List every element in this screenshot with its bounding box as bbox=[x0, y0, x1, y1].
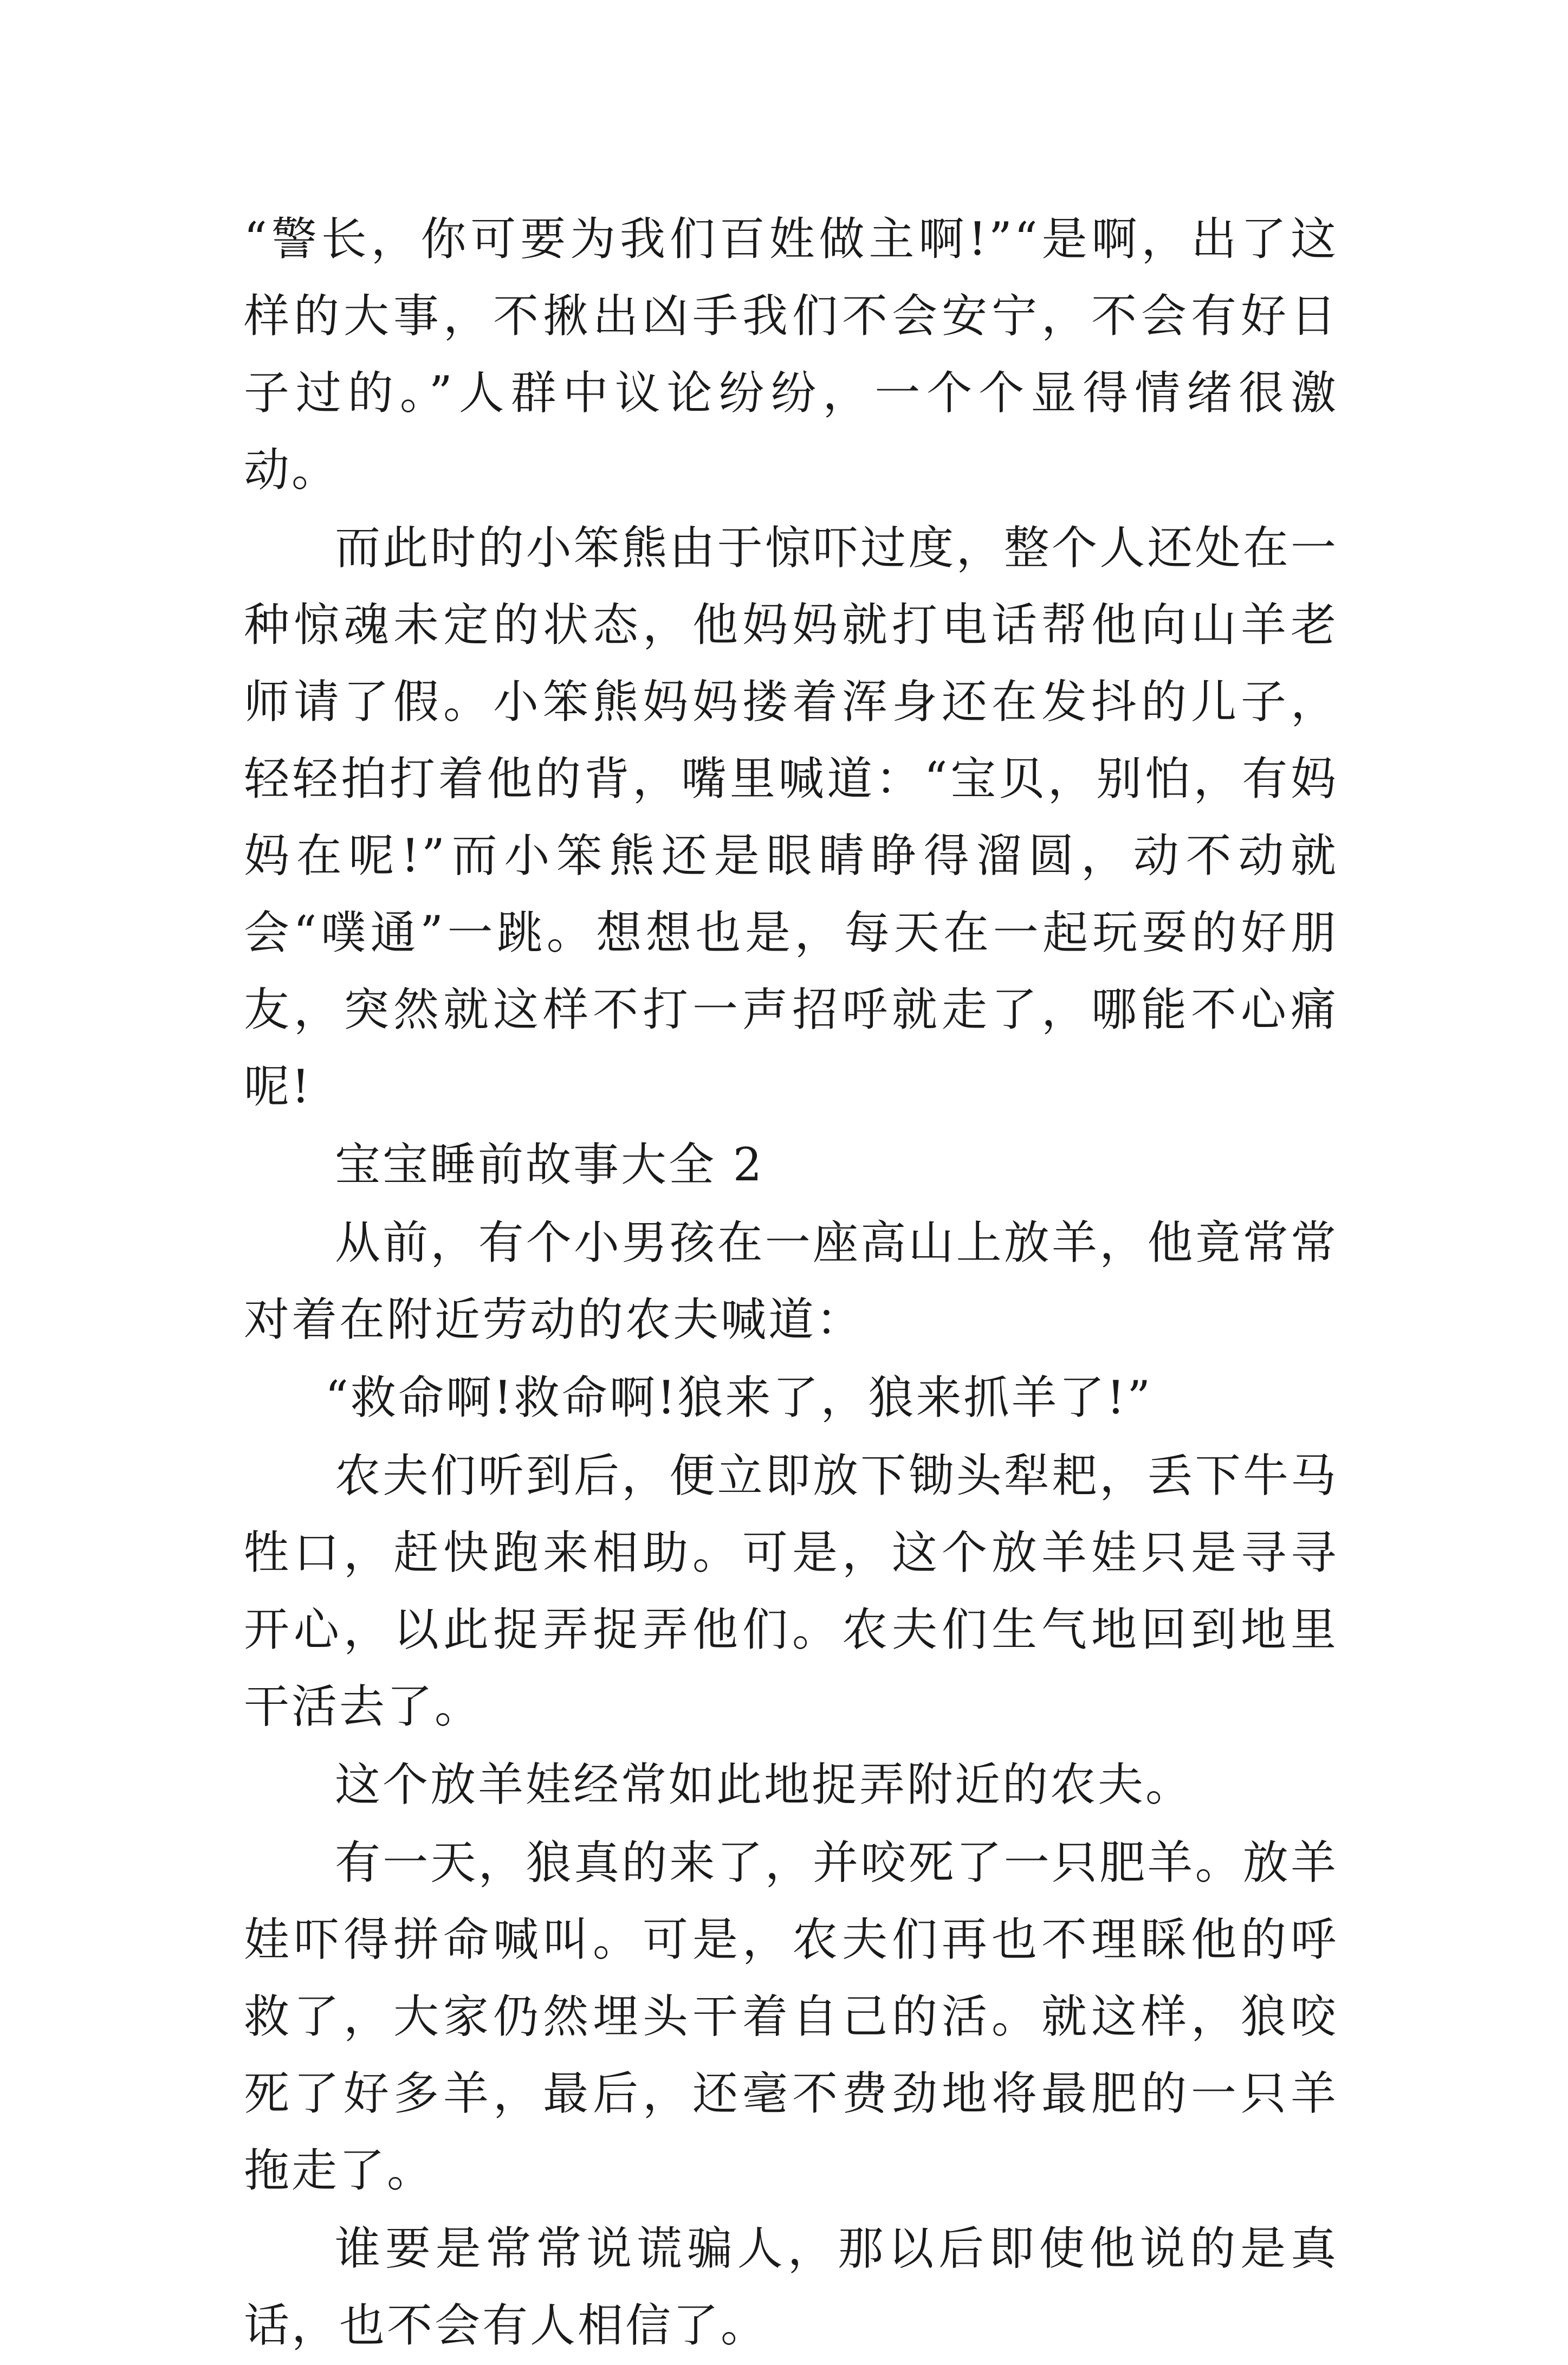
paragraph: 这个放羊娃经常如此地捉弄附近的农夫。 bbox=[335, 1758, 1194, 1811]
paragraph: “警长，你可要为我们百姓做主啊!”“是啊，出了这样的大事，不揪出凶手我们不会安宁，不会有好日子过的。”人群中议论纷纷，一个个显得情绪很激动。 bbox=[244, 212, 1338, 496]
paragraph: 有一天，狼真的来了，并咬死了一只肥羊。放羊娃吓得拼命喊叫。可是，农夫们再也不理睬他的呼救了，大家仍然埋头干着自己的活。就这样，狼咬死了好多羊，最后，还毫不费劲地将最肥的一只羊拖走了。 bbox=[244, 1836, 1338, 2197]
section-heading: 宝宝睡前故事大全 2 bbox=[335, 1138, 764, 1191]
paragraph: 从前，有个小男孩在一座高山上放羊，他竟常常对着在附近劳动的农夫喊道： bbox=[244, 1216, 1338, 1346]
paragraph: 而此时的小笨熊由于惊吓过度，整个人还处在一种惊魂未定的状态，他妈妈就打电话帮他向山羊老师请了假。小笨熊妈妈搂着浑身还在发抖的儿子，轻轻拍打着他的背，嘴里喊道：“宝贝，别怕，有妈妈在呢!”而小笨熊还是眼睛睁得溜圆，动不动就会“噗通”一跳。想想也是，每天在一起玩耍的好朋友，突然就这样不打一声招呼就走了，哪能不心痛呢! bbox=[244, 521, 1338, 1113]
paragraph-quote: “救命啊!救命啊!狼来了，狼来抓羊了!” bbox=[325, 1371, 1153, 1424]
paragraph: 农夫们听到后，便立即放下锄头犁耙，丢下牛马牲口，赶快跑来相助。可是，这个放羊娃只是寻寻开心，以此捉弄捉弄他们。农夫们生气地回到地里干活去了。 bbox=[244, 1449, 1338, 1733]
paragraph: 谁要是常常说谎骗人，那以后即使他说的是真话，也不会有人相信了。 bbox=[244, 2222, 1338, 2352]
document-body bbox=[244, 201, 1338, 2365]
